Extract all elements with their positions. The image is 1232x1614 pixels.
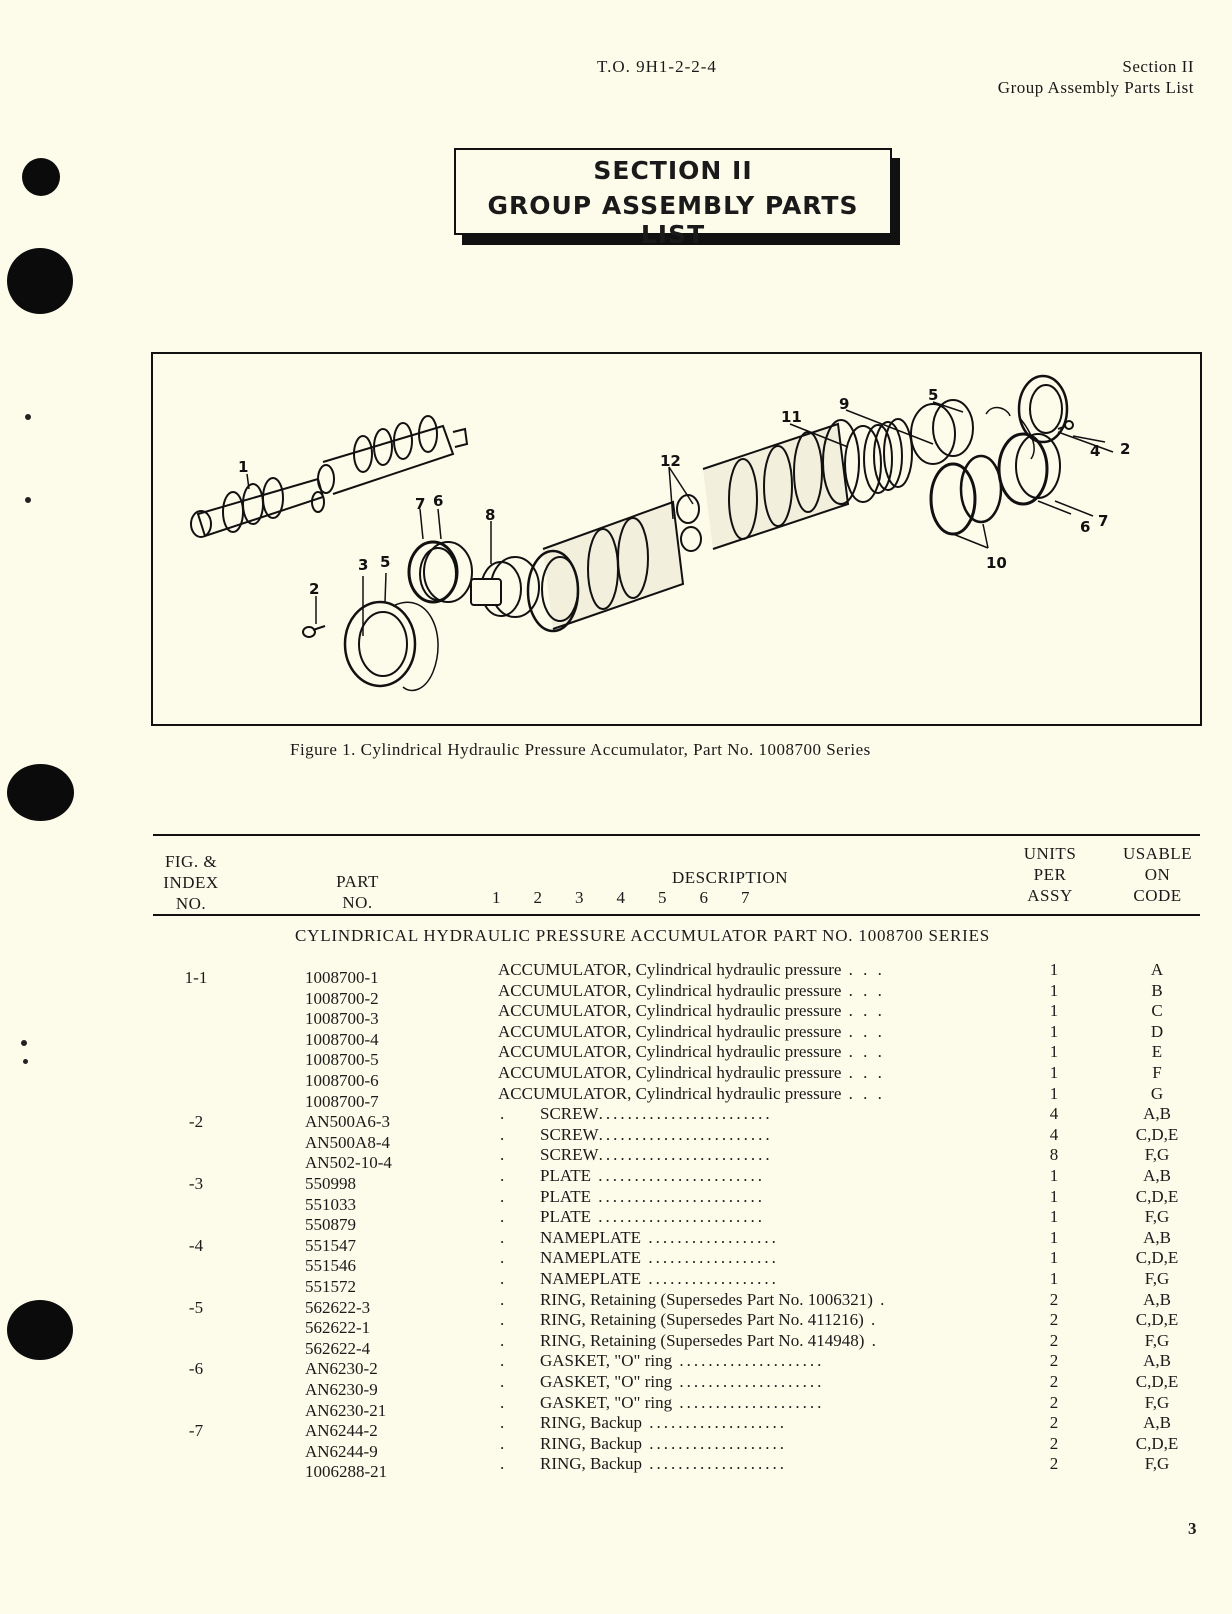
table-row: [0, 1042, 1232, 1070]
part-number-cell: 551572: [305, 1277, 356, 1296]
usable-on-code-cell: C,D,E: [1135, 1372, 1179, 1391]
units-per-assy-cell: 2: [1049, 1392, 1059, 1412]
usable-on-code-cell: A,B: [1143, 1351, 1171, 1371]
table-row: [0, 1001, 1232, 1029]
units-per-assy-cell: 1: [1049, 980, 1059, 1000]
description-cell: [500, 1434, 1005, 1454]
units-per-assy-cell: 4: [1049, 1124, 1059, 1144]
callout-6: 6: [433, 492, 444, 510]
usable-on-code-cell: F,G: [1144, 1392, 1170, 1412]
part-number-cell: 1008700-2: [305, 988, 379, 1008]
description-cell: [498, 981, 1003, 1001]
description-cell: [500, 1248, 1005, 1268]
description-text: RING, Backup: [540, 1454, 642, 1474]
indent-dot: .: [500, 1186, 505, 1206]
units-per-assy-cell: 2: [1049, 1433, 1059, 1453]
description-text: ACCUMULATOR, Cylindrical hydraulic pressure: [498, 960, 842, 979]
units-per-assy-cell: 2: [1049, 1289, 1059, 1309]
table-row: [0, 1083, 1232, 1111]
part-number-cell: AN6230-9: [305, 1380, 378, 1399]
usable-on-code-cell: F,G: [1144, 1207, 1170, 1227]
units-per-assy-cell: 1: [1049, 1021, 1059, 1041]
usable-on-code-cell: C,D,E: [1135, 1124, 1179, 1144]
table-row: [0, 1248, 1232, 1276]
callout-2-right: 2: [1120, 440, 1131, 458]
usable-on-code-cell: A,B: [1143, 1289, 1171, 1309]
page-number: 3: [1188, 1519, 1197, 1538]
callout-10: 10: [986, 554, 1007, 572]
table-row: [0, 960, 1232, 987]
description-cell: [500, 1104, 1005, 1124]
dot-leader: ..................: [641, 1248, 779, 1268]
description-text: NAMEPLATE: [540, 1227, 642, 1247]
part-number-cell: 562622-1: [305, 1318, 371, 1338]
units-per-assy-cell: 1: [1049, 1083, 1059, 1103]
table-row: [0, 1269, 1232, 1296]
description-text: RING, Retaining (Supersedes Part No. 414948): [540, 1330, 865, 1350]
dot-leader: ........................: [598, 1104, 773, 1124]
description-text: SCREW: [540, 1145, 599, 1165]
part-number-cell: AN500A6-3: [305, 1112, 390, 1132]
screw-drawing: [303, 626, 325, 637]
table-row: [0, 1454, 1232, 1482]
description-cell: [500, 1372, 1005, 1392]
units-per-assy-cell: 8: [1049, 1145, 1059, 1165]
table-row: [0, 1372, 1232, 1399]
description-cell: [500, 1269, 1005, 1289]
piston-drawing: [191, 416, 467, 537]
usable-on-code-cell: F,G: [1144, 1330, 1170, 1350]
description-text: ACCUMULATOR, Cylindrical hydraulic pressure: [498, 1083, 842, 1103]
description-cell: [500, 1145, 1005, 1165]
units-per-assy-cell: 2: [1049, 1351, 1059, 1371]
part-number-cell: 562622-4: [305, 1338, 371, 1358]
usable-on-code-cell: E: [1151, 1042, 1163, 1062]
dot-leader: ........................: [598, 1124, 773, 1144]
usable-on-code-cell: G: [1150, 1083, 1164, 1103]
part-number-cell: 550998: [305, 1174, 356, 1193]
section-title-line2: GROUP ASSEMBLY PARTS LIST: [487, 191, 859, 249]
description-text: GASKET, "O" ring: [540, 1372, 673, 1391]
dot-leader: .......................: [591, 1166, 765, 1185]
description-cell: [500, 1351, 1005, 1371]
callout-5: 5: [380, 553, 391, 571]
table-row: [0, 1124, 1232, 1152]
fig-index-cell: -2: [188, 1112, 204, 1132]
table-top-rule: [153, 834, 1200, 836]
table-row: [0, 1104, 1232, 1132]
part-number-cell: AN500A8-4: [305, 1132, 390, 1152]
indent-dot: .: [500, 1351, 505, 1371]
fig-index-cell: -7: [188, 1421, 204, 1441]
dot-leader: ....................: [672, 1392, 825, 1412]
units-per-assy-cell: 1: [1049, 1207, 1059, 1227]
usable-on-code-cell: A: [1150, 960, 1164, 979]
fig-index-cell: -4: [188, 1235, 204, 1255]
description-cell: [500, 1393, 1005, 1413]
indent-dot: .: [500, 1269, 505, 1288]
description-text: ACCUMULATOR, Cylindrical hydraulic pressure: [498, 1001, 842, 1021]
callout-6-right: 6: [1080, 518, 1091, 536]
indent-dot: .: [500, 1207, 505, 1227]
figure-callouts: [238, 386, 1130, 598]
dot-leader: .: [864, 1330, 879, 1350]
table-row: [0, 1207, 1232, 1235]
indent-dot: .: [500, 1310, 505, 1330]
callout-9: 9: [839, 395, 850, 413]
table-row: [0, 1433, 1232, 1461]
description-text: PLATE: [540, 1186, 591, 1206]
description-text: RING, Backup: [540, 1413, 642, 1433]
indent-dot: .: [500, 1392, 505, 1412]
section-label: Section II: [1122, 57, 1194, 76]
fig-index-cell: -3: [188, 1174, 204, 1193]
units-per-assy-cell: 2: [1049, 1413, 1059, 1433]
dot-leader: . . .: [841, 1083, 885, 1103]
description-text: ACCUMULATOR, Cylindrical hydraulic pressure: [498, 1063, 842, 1082]
units-per-assy-cell: 2: [1049, 1454, 1059, 1474]
units-per-assy-cell: 1: [1049, 1269, 1059, 1288]
part-number-cell: 551546: [305, 1256, 356, 1276]
callout-12: 12: [660, 452, 681, 470]
header-fig-index: FIG. & INDEX NO.: [163, 852, 219, 913]
description-text: PLATE: [540, 1207, 591, 1227]
dot-leader: ........................: [598, 1145, 773, 1165]
binder-hole: [22, 158, 60, 196]
dot-leader: ...................: [641, 1413, 787, 1433]
dot-leader: . . .: [841, 1021, 885, 1041]
accumulator-exploded-diagram-icon: [153, 354, 1200, 724]
description-cell: [500, 1207, 1005, 1227]
indent-dot: .: [500, 1289, 505, 1309]
description-cell: [498, 1001, 1003, 1021]
header-description: DESCRIPTION: [671, 868, 788, 887]
usable-on-code-cell: F,G: [1144, 1454, 1170, 1474]
part-number-cell: 550879: [305, 1215, 356, 1235]
dot-leader: . . .: [841, 960, 885, 979]
description-text: ACCUMULATOR, Cylindrical hydraulic pressure: [498, 1042, 842, 1062]
indent-dot: .: [500, 1124, 505, 1144]
part-number-cell: 551033: [305, 1194, 356, 1214]
dot-leader: .......................: [591, 1207, 765, 1227]
fig-index-cell: 1-1: [184, 968, 208, 987]
section-header: [998, 56, 1194, 98]
table-row: [0, 1227, 1232, 1255]
indent-level-numbers: 1 2 3 4 5 6 7: [492, 888, 750, 907]
part-number-cell: AN6230-21: [305, 1400, 387, 1420]
table-row: [0, 1021, 1232, 1049]
description-text: ACCUMULATOR, Cylindrical hydraulic pressure: [498, 1021, 842, 1041]
indent-dot: .: [500, 1166, 505, 1185]
doc-number: T.O. 9H1-2-2-4: [597, 57, 717, 76]
table-row: [0, 1145, 1232, 1173]
section-title-line1: SECTION II: [593, 156, 753, 185]
usable-on-code-cell: C,D,E: [1135, 1186, 1179, 1206]
part-number-cell: 562622-3: [305, 1297, 371, 1317]
usable-on-code-cell: C,D,E: [1135, 1248, 1179, 1268]
description-text: SCREW: [540, 1104, 599, 1124]
indent-dot: .: [500, 1227, 505, 1247]
paper-speck: [25, 497, 31, 503]
part-number-cell: 1006288-21: [305, 1462, 388, 1482]
dot-leader: .......................: [591, 1186, 765, 1206]
callout-11: 11: [781, 408, 802, 426]
dot-leader: . . .: [841, 1063, 885, 1082]
description-cell: [500, 1331, 1005, 1351]
units-per-assy-cell: 2: [1049, 1310, 1059, 1330]
description-cell: [500, 1125, 1005, 1145]
indent-dot: .: [500, 1454, 505, 1474]
dot-leader: . . .: [841, 1042, 885, 1062]
indent-dot: .: [500, 1413, 505, 1433]
description-text: RING, Retaining (Supersedes Part No. 411216): [540, 1310, 864, 1330]
table-row: [0, 1310, 1232, 1338]
header-usable-on-code: USABLE ON CODE: [1122, 844, 1193, 905]
usable-on-code-cell: F: [1152, 1063, 1162, 1082]
figure-caption: Figure 1. Cylindrical Hydraulic Pressure Accumulator, Part No. 1008700 Series: [290, 740, 871, 759]
fig-index-cell: -6: [188, 1359, 204, 1379]
description-cell: [500, 1413, 1005, 1433]
indent-dot: .: [500, 1145, 505, 1165]
description-text: NAMEPLATE: [540, 1269, 642, 1288]
usable-on-code-cell: B: [1151, 980, 1163, 1000]
units-per-assy-cell: 1: [1049, 1166, 1059, 1185]
dot-leader: . . .: [841, 1001, 885, 1021]
description-cell: [500, 1454, 1005, 1474]
units-per-assy-cell: 1: [1049, 1001, 1059, 1021]
section-subtitle: Group Assembly Parts List: [997, 78, 1194, 97]
description-text: ACCUMULATOR, Cylindrical hydraulic pressure: [498, 980, 842, 1000]
part-number-cell: 1008700-1: [305, 968, 379, 987]
table-row: [0, 1392, 1232, 1420]
table-row: [0, 1186, 1232, 1214]
part-number-cell: AN502-10-4: [305, 1153, 392, 1173]
exploded-view-figure: [151, 352, 1202, 726]
indent-dot: .: [500, 1330, 505, 1350]
part-number-cell: 1008700-5: [305, 1050, 379, 1070]
table-row: [0, 1330, 1232, 1358]
dot-leader: ...................: [641, 1454, 787, 1474]
part-number-cell: AN6244-2: [305, 1421, 378, 1441]
description-cell: [498, 1022, 1003, 1042]
dot-leader: ..................: [641, 1269, 779, 1288]
table-row: [0, 1289, 1232, 1317]
units-per-assy-cell: 1: [1049, 1248, 1059, 1268]
table-row: [0, 1351, 1232, 1379]
indent-dot: .: [500, 1433, 505, 1453]
description-cell: [500, 1187, 1005, 1207]
units-per-assy-cell: 2: [1049, 1330, 1059, 1350]
dot-leader: .: [863, 1310, 879, 1330]
part-number-cell: AN6244-9: [305, 1441, 378, 1461]
callout-1: 1: [238, 458, 249, 476]
description-text: GASKET, "O" ring: [540, 1392, 673, 1412]
units-per-assy-cell: 1: [1049, 1042, 1059, 1062]
dot-leader: ..................: [641, 1227, 779, 1247]
table-group-title: CYLINDRICAL HYDRAULIC PRESSURE ACCUMULATOR PART NO. 1008700 SERIES: [295, 926, 991, 945]
paper-speck: [25, 414, 31, 420]
table-header-rule: [153, 914, 1200, 916]
table-row: [0, 980, 1232, 1008]
part-number-cell: 1008700-6: [305, 1071, 379, 1090]
description-text: SCREW: [540, 1124, 599, 1144]
table-row: [0, 1166, 1232, 1193]
description-text: RING, Retaining (Supersedes Part No. 1006321): [540, 1289, 873, 1309]
usable-on-code-cell: A,B: [1143, 1104, 1171, 1124]
usable-on-code-cell: C,D,E: [1135, 1433, 1179, 1453]
description-cell: [500, 1310, 1005, 1330]
indent-dot: .: [500, 1248, 505, 1268]
header-units-per-assy: UNITS PER ASSY: [1023, 844, 1077, 905]
callout-7-right: 7: [1098, 512, 1109, 530]
usable-on-code-cell: C: [1151, 1001, 1163, 1021]
indent-dot: .: [500, 1372, 505, 1391]
binder-hole: [7, 248, 73, 314]
usable-on-code-cell: A,B: [1143, 1227, 1171, 1247]
callout-4: 4: [1090, 442, 1101, 460]
description-text: PLATE: [540, 1166, 591, 1185]
description-text: NAMEPLATE: [540, 1248, 642, 1268]
dot-leader: . . .: [841, 980, 885, 1000]
part-number-cell: AN6230-2: [305, 1359, 378, 1379]
part-number-cell: 551547: [305, 1235, 356, 1255]
dot-leader: .: [872, 1289, 888, 1309]
part-number-cell: 1008700-4: [305, 1029, 379, 1049]
description-text: RING, Backup: [540, 1433, 642, 1453]
part-number-cell: 1008700-3: [305, 1009, 379, 1029]
description-cell: [500, 1228, 1005, 1248]
dot-leader: ...................: [641, 1433, 787, 1453]
description-cell: [500, 1290, 1005, 1310]
callout-3: 3: [358, 556, 369, 574]
usable-on-code-cell: F,G: [1144, 1269, 1170, 1288]
units-per-assy-cell: 1: [1049, 960, 1059, 979]
binder-hole: [7, 764, 74, 821]
units-per-assy-cell: 1: [1049, 1227, 1059, 1247]
description-text: GASKET, "O" ring: [540, 1351, 673, 1371]
callout-7: 7: [415, 495, 426, 513]
callout-5-right: 5: [928, 386, 939, 404]
dot-leader: ....................: [672, 1351, 825, 1371]
indent-dot: .: [500, 1104, 505, 1124]
units-per-assy-cell: 1: [1049, 1186, 1059, 1206]
usable-on-code-cell: A,B: [1143, 1413, 1171, 1433]
usable-on-code-cell: F,G: [1144, 1145, 1170, 1165]
table-row: [0, 1063, 1232, 1090]
units-per-assy-cell: 4: [1049, 1104, 1059, 1124]
table-row: [0, 1413, 1232, 1441]
usable-on-code-cell: C,D,E: [1135, 1310, 1179, 1330]
description-cell: [498, 960, 1003, 980]
part-number-cell: 1008700-7: [305, 1091, 379, 1111]
section-title-box: [454, 148, 892, 249]
units-per-assy-cell: 1: [1049, 1063, 1059, 1082]
usable-on-code-cell: D: [1150, 1021, 1164, 1041]
description-cell: [500, 1166, 1005, 1186]
header-part-no: PART NO.: [336, 872, 379, 912]
usable-on-code-cell: A,B: [1143, 1166, 1171, 1185]
callout-2: 2: [309, 580, 320, 598]
description-cell: [498, 1084, 1003, 1104]
description-cell: [498, 1063, 1003, 1083]
callout-8: 8: [485, 506, 496, 524]
dot-leader: ....................: [672, 1372, 825, 1391]
description-cell: [498, 1042, 1003, 1062]
fig-index-cell: -5: [188, 1297, 204, 1317]
units-per-assy-cell: 2: [1049, 1372, 1059, 1391]
